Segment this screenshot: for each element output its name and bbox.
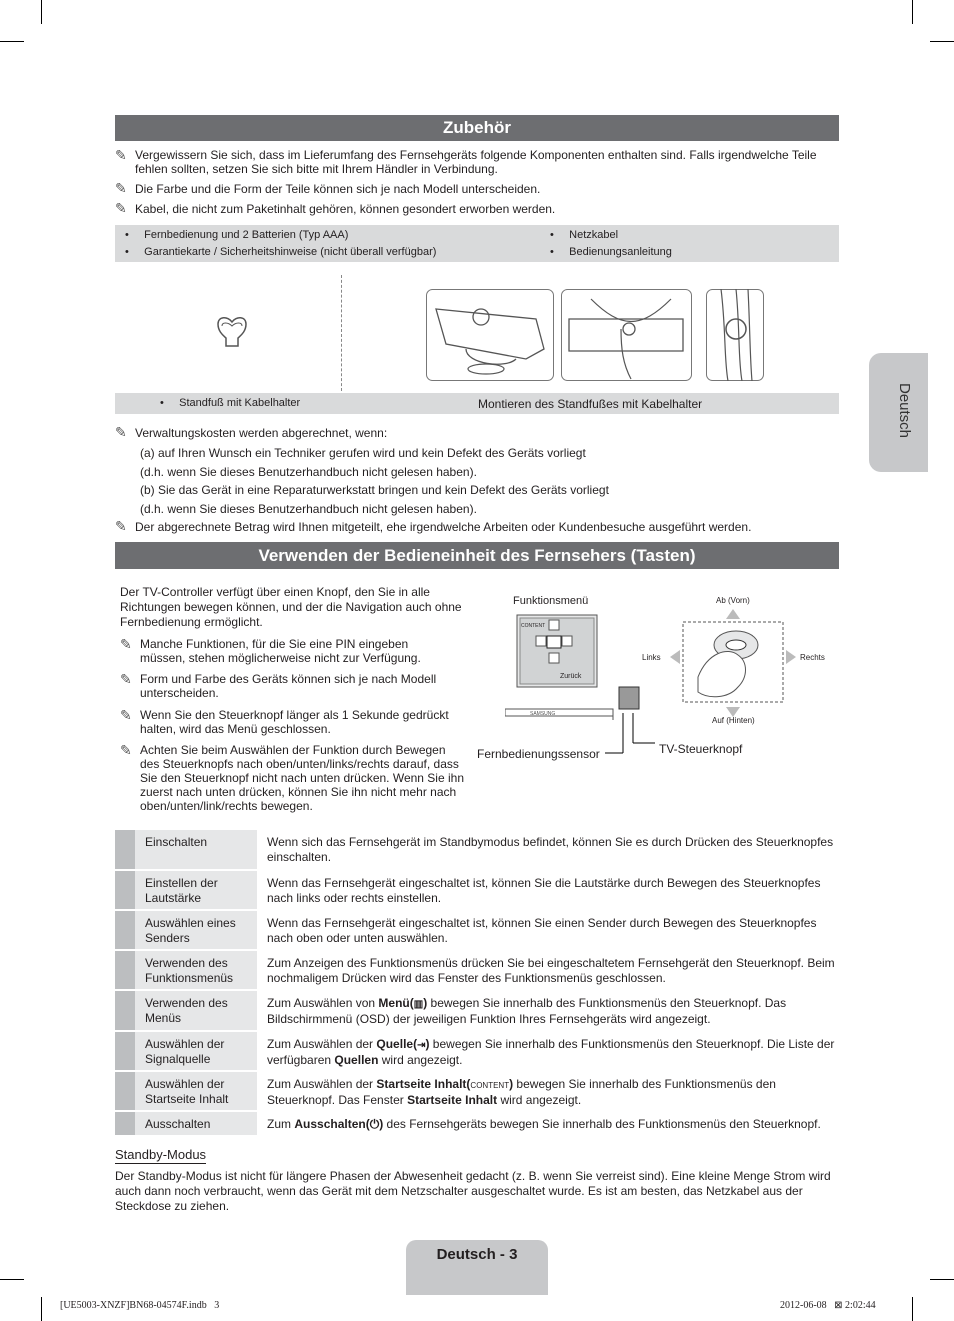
power-icon: ⏻ xyxy=(369,1117,380,1131)
footer-file: [UE5003-XNZF]BN68-04574F.indb 3 xyxy=(60,1300,220,1311)
function-name: Auswählen eines Senders xyxy=(145,916,236,945)
stand-assembly-image-1 xyxy=(426,289,554,381)
pencil-icon: ✎ xyxy=(115,424,127,440)
pencil-icon: ✎ xyxy=(115,180,127,196)
page-number: Deutsch - 3 xyxy=(436,1246,518,1263)
function-desc: Zum Ausschalten(⏻) des Fernsehgeräts bewegen Sie innerhalb des Funktionsmenüs den Steuerknopf. xyxy=(267,1117,821,1131)
pencil-icon: ✎ xyxy=(120,742,132,758)
function-desc: Zum Auswählen der Quelle(⇥) bewegen Sie innerhalb des Funktionsmenüs den Steuerknopf. Die Liste der verfügbaren Quellen wird angezeigt. xyxy=(267,1037,835,1067)
controller-intro: Der TV-Controller verfügt über einen Knopf, den Sie in alle Richtungen bewegen können, und der die Navigation auch ohne Fernbedienung ermöglicht. xyxy=(120,585,462,629)
stand-item: • Standfuß mit Kabelhalter xyxy=(160,397,301,409)
component-list-right xyxy=(550,227,672,261)
function-name: Auswählen der Signalquelle xyxy=(145,1037,225,1066)
crop-mark xyxy=(0,1279,24,1280)
list-item: • Fernbedienung und 2 Batterien (Typ AAA) xyxy=(125,229,349,241)
table-row xyxy=(115,951,839,989)
crop-mark xyxy=(41,1297,42,1321)
list-item: • Netzkabel xyxy=(550,229,619,241)
function-name: Einstellen der Lautstärke xyxy=(145,876,218,905)
crop-mark xyxy=(912,0,913,24)
crop-mark xyxy=(930,41,954,42)
control-stick-diagram xyxy=(668,607,798,719)
table-row xyxy=(115,830,839,869)
crop-mark xyxy=(0,41,24,42)
function-desc: Wenn sich das Fernsehgerät im Standbymodus befindet, können Sie es durch Drücken des Steuerknopfes einschalten. xyxy=(267,835,834,864)
stand-caption-bar xyxy=(115,393,839,414)
list-item: • Bedienungsanleitung xyxy=(550,246,672,258)
controller-note-bewegen: ✎ Achten Sie beim Auswählen der Funktion durch Bewegen des Steuerknopfs nach oben/unten/links/rechts darauf, dass Sie den Steuerknopf nicht nach unten drücken. Wenn Sie ihn zuerst nach unten drücken, können Sie ihn nicht mehr nach oben/unten/link/rechts bewegen. xyxy=(120,742,464,813)
note-lieferumfang: ✎ Vergewissern Sie sich, dass im Lieferumfang des Fernsehgeräts folgende Komponenten enthalten sind. Falls irgendwelche Teile fehlen sollten, setzen Sie sich bitte mit Ihrem Händler in Verbindung. xyxy=(115,147,817,176)
label-ab: Ab (Vorn) xyxy=(716,596,750,605)
fees-conditions xyxy=(140,444,609,518)
label-links: Links xyxy=(642,653,661,662)
source-icon: ⇥ xyxy=(417,1040,426,1051)
controller-note-form: ✎ Form und Farbe des Geräts können sich je nach Modell unterscheiden. xyxy=(120,671,437,700)
fees-line: (a) auf Ihren Wunsch ein Techniker gerufen wird und kein Defekt des Geräts vorliegt xyxy=(140,446,586,460)
section-title-tasten: Verwenden der Bedieneinheit des Fernsehers (Tasten) xyxy=(115,542,839,569)
sensor-box xyxy=(605,675,655,765)
crop-mark xyxy=(41,0,42,24)
component-list-left xyxy=(125,227,436,261)
label-tv-steuerknopf: TV-Steuerknopf xyxy=(659,742,743,756)
function-name: Einschalten xyxy=(145,835,208,849)
language-side-tab xyxy=(869,353,928,472)
function-desc: Zum Anzeigen des Funktionsmenüs drücken Sie bei eingeschaltetem Fernsehgerät den Steuerknopf. Beim nochmaligem Drücken wird das Fenster des Funktionsmenüs geschlossen. xyxy=(267,956,835,985)
label-funktionsmenue: Funktionsmenü xyxy=(513,595,589,607)
stand-assembly-image-3 xyxy=(706,289,764,381)
divider xyxy=(341,275,342,391)
content-icon: CONTENT xyxy=(470,1081,510,1090)
function-name: Auswählen der Startseite Inhalt xyxy=(145,1077,229,1106)
standby-text: Der Standby-Modus ist nicht für längere Phasen der Abwesenheit gedacht (z. B. wenn Sie verreist sind). Eine kleine Menge Strom wird auch dann noch verbraucht, wenn das Gerät mit dem Netzschalter ausgeschaltet wurde. Es ist am besten, das Netzkabel aus der Steckdose zu ziehen. xyxy=(115,1169,831,1213)
crop-mark xyxy=(912,1297,913,1321)
cable-holder-icon xyxy=(212,314,252,350)
component-list xyxy=(115,225,839,262)
note-farbe: ✎ Die Farbe und die Form der Teile können sich je nach Modell unterscheiden. xyxy=(115,180,541,196)
note-betrag: ✎ Der abgerechnete Betrag wird Ihnen mitgeteilt, ehe irgendwelche Arbeiten oder Kundenbesuche ausgeführt werden. xyxy=(115,518,752,534)
fees-line: (b) Sie das Gerät in eine Reparaturwerkstatt bringen und kein Defekt des Geräts vorliegt xyxy=(140,483,609,497)
standby-title: Standby-Modus xyxy=(115,1147,207,1162)
label-auf: Auf (Hinten) xyxy=(712,716,755,725)
pencil-icon: ✎ xyxy=(120,636,132,652)
table-row xyxy=(115,991,839,1030)
pencil-icon: ✎ xyxy=(115,147,127,163)
table-row xyxy=(115,1032,839,1070)
function-desc: Zum Auswählen der Startseite Inhalt(CONTENT) bewegen Sie innerhalb des Funktionsmenüs den Steuerknopf. Das Fenster Startseite Inhalt wird angezeigt. xyxy=(267,1077,776,1107)
function-desc: Wenn das Fernsehgerät eingeschaltet ist, können Sie die Lautstärke durch Bewegen des Steuerknopfes nach links oder rechts einstellen. xyxy=(267,876,821,905)
function-name: Verwenden des Menüs xyxy=(145,996,228,1025)
stand-assembly-image-2 xyxy=(561,289,692,381)
function-desc: Zum Auswählen von Menü(▥) bewegen Sie innerhalb des Funktionsmenüs den Steuerknopf. Das Bildschirmmenü (OSD) der jeweiligen Funktion Ihres Fernsehgeräts wird angezeigt. xyxy=(267,996,787,1026)
menu-icon: ▥ xyxy=(413,999,424,1010)
pencil-icon: ✎ xyxy=(120,707,132,723)
function-name: Ausschalten xyxy=(145,1117,211,1131)
fees-line: (d.h. wenn Sie dieses Benutzerhandbuch nicht gelesen haben). xyxy=(140,501,477,516)
stand-caption: Montieren des Standfußes mit Kabelhalter xyxy=(478,397,703,411)
footer-timestamp: 2012-06-08 ⊠ 2:02:44 xyxy=(780,1300,876,1311)
controller-note-pin: ✎ Manche Funktionen, für die Sie eine PIN eingeben müssen, stehen möglicherweise nicht zur Verfügung. xyxy=(120,636,421,665)
table-row xyxy=(115,1072,839,1110)
pencil-icon: ✎ xyxy=(115,200,127,216)
fees-line: (d.h. wenn Sie dieses Benutzerhandbuch nicht gelesen haben). xyxy=(140,464,477,479)
crop-mark xyxy=(930,1279,954,1280)
function-desc: Wenn das Fernsehgerät eingeschaltet ist, können Sie einen Sender durch Bewegen des Steuerknopfes nach oben oder unten auswählen. xyxy=(267,916,817,945)
table-row xyxy=(115,871,839,909)
controller-note-druecken: ✎ Wenn Sie den Steuerknopf länger als 1 Sekunde gedrückt halten, wird das Menü geschlossen. xyxy=(120,707,449,736)
table-row xyxy=(115,911,839,949)
pencil-icon: ✎ xyxy=(115,518,127,534)
label-fernbedienungssensor: Fernbedienungssensor xyxy=(477,747,600,761)
table-row xyxy=(115,1112,839,1135)
side-tab-label: Deutsch xyxy=(896,383,913,439)
note-kabel: ✎ Kabel, die nicht zum Paketinhalt gehören, können gesondert erworben werden. xyxy=(115,200,556,216)
section-title-zubehoer: Zubehör xyxy=(115,115,839,141)
menu-zurueck-label: Zurück xyxy=(560,673,582,680)
list-item: • Garantiekarte / Sicherheitshinweise (nicht überall verfügbar) xyxy=(125,246,437,258)
function-name: Verwenden des Funktionsmenüs xyxy=(145,956,234,985)
note-verwaltungskosten: ✎ Verwaltungskosten werden abgerechnet, wenn: xyxy=(115,424,388,440)
label-rechts: Rechts xyxy=(800,653,825,662)
menu-content-label: CONTENT xyxy=(521,623,546,629)
tv-brand-label: SAMSUNG xyxy=(530,711,556,717)
pencil-icon: ✎ xyxy=(120,671,132,687)
page-number-tab xyxy=(406,1240,548,1295)
tv-control-diagram xyxy=(505,612,615,757)
